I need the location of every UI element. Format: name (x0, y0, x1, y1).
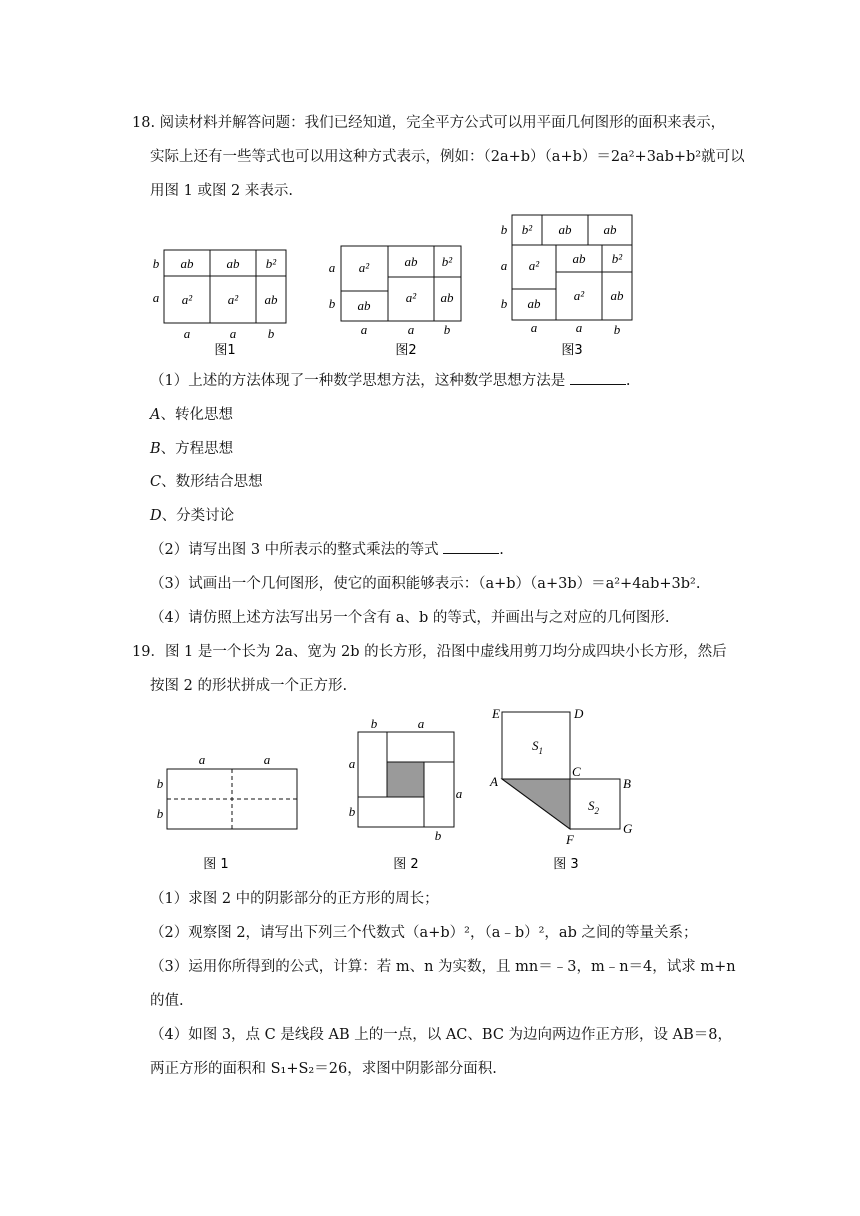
option-d[interactable] (150, 505, 234, 527)
option-b-text: 、方程思想 (160, 441, 234, 457)
f2-cell-a2-2: a² (405, 290, 417, 305)
f3-cell-ab-2: ab (603, 222, 617, 237)
q19f2-top-b: b (370, 716, 378, 731)
option-b-letter: B (150, 441, 161, 457)
option-a-letter: A (150, 407, 161, 423)
label-s2 (588, 798, 600, 816)
f3-cell-ab-4: ab (572, 251, 586, 266)
f3-cell-a2-1: a² (528, 258, 540, 273)
q19-figure-1 (150, 752, 310, 876)
q18-figure-1 (150, 244, 295, 360)
f3-cell-ab-5: ab (610, 288, 624, 303)
label-s1-sub: 1 (538, 746, 543, 756)
q19-sub4-line1: （4）如图 3，点 C 是线段 AB 上的一点，以 AC、BC 为边向两边作正方形，设 AB＝8， (150, 1027, 732, 1043)
f1-side-a: a (152, 290, 160, 305)
fig3-caption: 图3 (561, 343, 583, 358)
q19-line2: 按图 2 的形状拼成一个正方形. (150, 678, 348, 694)
label-s2-sub: 2 (594, 806, 599, 816)
answer-blank-1[interactable] (570, 370, 626, 385)
f1-cell-a2-2: a² (227, 292, 239, 307)
q19-fig1-caption: 图 1 (203, 857, 229, 872)
point-b: B (623, 776, 631, 791)
point-c: C (572, 764, 581, 779)
f2-cell-b2: b² (441, 254, 453, 269)
q19f2-right-a: a (455, 786, 463, 801)
f3-cell-b2: b² (521, 222, 533, 237)
label-s2-letter: S (588, 798, 595, 813)
f3-bottom-a-1: a (530, 320, 538, 335)
shaded-square (387, 762, 424, 797)
f2-cell-ab-1: ab (357, 298, 371, 313)
fig2-caption: 图2 (395, 343, 417, 358)
q18-sub1-text: （1）上述的方法体现了一种数学思想方法，这种数学思想方法是 (150, 373, 566, 389)
f3-bottom-a-2: a (575, 320, 583, 335)
f1-bottom-a-1: a (183, 326, 191, 341)
f2-cell-ab-3: ab (440, 290, 454, 305)
f1-side-b: b (152, 256, 160, 271)
option-c-letter: C (150, 474, 162, 490)
f3-cell-b2-2: b² (611, 251, 623, 266)
option-d-text: 、分类讨论 (161, 508, 235, 524)
option-a[interactable] (150, 404, 233, 426)
q19-sub3-line1: （3）运用你所得到的公式，计算：若 m、n 为实数，且 mn＝﹣3，m﹣n＝4，试求 m+n (150, 959, 736, 975)
point-d: D (574, 706, 584, 721)
q19f1-side-b-1: b (156, 776, 164, 791)
q19f2-top-a: a (417, 716, 425, 731)
q19f2-left-b: b (348, 804, 356, 819)
q18-figure-3 (496, 212, 641, 360)
f2-side-a: a (328, 260, 336, 275)
option-c-text: 、数形结合思想 (161, 474, 263, 490)
point-e: E (492, 706, 500, 721)
q19f1-side-b-2: b (156, 806, 164, 821)
q19f2-bottom-b: b (434, 828, 442, 843)
f1-bottom-b: b (267, 326, 275, 341)
f2-bottom-b: b (443, 322, 451, 337)
q19f1-top-a-2: a (263, 752, 271, 767)
point-g: G (623, 821, 633, 836)
f3-side-b-2: b (500, 296, 508, 311)
q19-sub1: （1）求图 2 中的阴影部分的正方形的周长； (150, 891, 439, 907)
q18-line2-b: 就可以 (701, 149, 745, 165)
point-a: A (490, 774, 498, 789)
q19-figure-2 (344, 716, 470, 876)
f1-bottom-a-2: a (229, 326, 237, 341)
f3-side-a: a (500, 258, 508, 273)
label-s1 (532, 738, 543, 756)
f2-bottom-a-1: a (360, 322, 368, 337)
fig1-caption: 图1 (214, 343, 236, 358)
q19-fig3-caption: 图 3 (553, 857, 579, 872)
answer-blank-2[interactable] (443, 539, 499, 554)
label-s1-letter: S (532, 738, 539, 753)
q18-sub1: （1）上述的方法体现了一种数学思想方法，这种数学思想方法是 . (150, 370, 630, 392)
q19-line1: 19．图 1 是一个长为 2a、宽为 2b 的长方形，沿图中虚线用剪刀均分成四块小长方形，然后 (132, 644, 727, 660)
q18-figure-2 (326, 244, 471, 360)
f3-cell-ab-3: ab (527, 296, 541, 311)
f3-bottom-b: b (613, 322, 621, 337)
q18-sub2-text: （2）请写出图 3 中所表示的整式乘法的等式 (150, 542, 439, 558)
f1-cell-a2-1: a² (181, 292, 193, 307)
option-c[interactable] (150, 471, 263, 493)
q19-fig2-caption: 图 2 (393, 857, 419, 872)
q18-line2-a: 实际上还有一些等式也可以用这种方式表示，例如： (150, 149, 484, 165)
f1-cell-ab-1: ab (180, 256, 194, 271)
point-f: F (566, 832, 574, 847)
q18-line3: 用图 1 或图 2 来表示. (150, 183, 293, 199)
f2-bottom-a-2: a (407, 322, 415, 337)
f3-cell-ab-1: ab (558, 222, 572, 237)
option-b[interactable] (150, 438, 233, 460)
f2-side-b: b (328, 296, 336, 311)
q19f1-top-a-1: a (198, 752, 206, 767)
option-a-text: 、转化思想 (160, 407, 233, 423)
q18-line1: 18. 阅读材料并解答问题：我们已经知道，完全平方公式可以用平面几何图形的面积来表示， (132, 115, 726, 131)
q19f2-left-a: a (348, 756, 356, 771)
q19-sub3-line2: 的值. (150, 993, 184, 1009)
q19-figure-3 (484, 704, 644, 876)
f2-cell-ab-2: ab (404, 254, 418, 269)
f1-cell-ab-2: ab (226, 256, 240, 271)
q18-sub3: （3）试画出一个几何图形，使它的面积能够表示：（a+b）（a+3b）＝a²+4ab+3b². (150, 576, 701, 592)
f2-cell-a2: a² (358, 260, 370, 275)
q18-line2 (150, 146, 745, 168)
f1-cell-b2: b² (265, 256, 277, 271)
q19-sub2: （2）观察图 2，请写出下列三个代数式（a+b）²，（a﹣b）²，ab 之间的等量关系； (150, 925, 698, 941)
f3-side-b-1: b (500, 222, 508, 237)
f1-cell-ab-3: ab (264, 292, 278, 307)
q19-sub4-line2: 两正方形的面积和 S₁+S₂＝26，求图中阴影部分面积. (150, 1061, 497, 1077)
q18-sub2: （2）请写出图 3 中所表示的整式乘法的等式 . (150, 539, 504, 561)
q18-example-equation: （2a+b）（a+b）＝2a²+3ab+b² (483, 149, 702, 165)
q18-sub4: （4）请仿照上述方法写出另一个含有 a、b 的等式，并画出与之对应的几何图形. (150, 610, 670, 626)
option-d-letter: D (150, 508, 162, 524)
f3-cell-a2-2: a² (573, 288, 585, 303)
